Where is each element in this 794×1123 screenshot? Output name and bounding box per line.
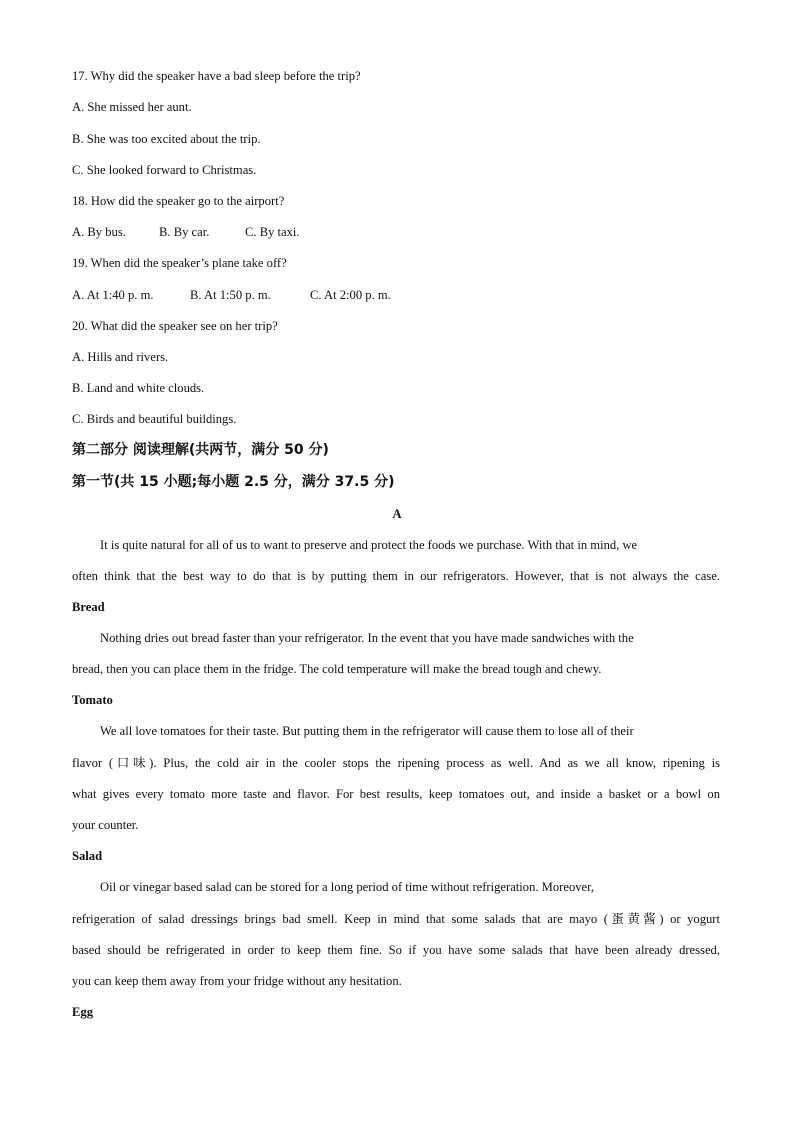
paragraph-line: It is quite natural for all of us to want to preserve and protect the foods we purchase. With that in mind, we [100, 538, 638, 552]
question-stem: 20. What did the speaker see on her trip? [72, 319, 278, 333]
option: A. She missed her aunt. [72, 100, 192, 114]
question-stem: 19. When did the speaker’s plane take off? [72, 256, 287, 270]
option: A. At 1:40 p. m. [72, 288, 154, 302]
option: C. By taxi. [245, 225, 300, 239]
option-row [72, 287, 391, 303]
section-heading: Egg [72, 1005, 93, 1019]
paragraph-line: often think that the best way to do that is by putting them in our refrigerators. However, that is not always the case. [72, 569, 720, 583]
question-stem: 18. How did the speaker go to the airport? [72, 194, 285, 208]
option: A. Hills and rivers. [72, 350, 169, 364]
section-heading: Bread [72, 600, 105, 614]
question-stem: 17. Why did the speaker have a bad sleep before the trip? [72, 69, 361, 83]
section-heading: Salad [72, 849, 103, 863]
part-title: 第二部分 阅读理解(共两节，满分 50 分) [72, 442, 329, 458]
section-heading: Tomato [72, 693, 113, 707]
option: A. By bus. [72, 225, 126, 239]
paragraph-line: what gives every tomato more taste and flavor. For best results, keep tomatoes out, and inside a basket or a bowl on [72, 787, 720, 801]
paragraph-line: bread, then you can place them in the fridge. The cold temperature will make the bread tough and chewy. [72, 662, 602, 676]
option: B. Land and white clouds. [72, 381, 205, 395]
section-title: 第一节(共 15 小题;每小题 2.5 分，满分 37.5 分) [72, 474, 395, 490]
paragraph-line: you can keep them away from your fridge without any hesitation. [72, 974, 402, 988]
option: C. Birds and beautiful buildings. [72, 412, 237, 426]
paragraph-line: your counter. [72, 818, 139, 832]
option: B. At 1:50 p. m. [190, 288, 271, 302]
passage-label: A [392, 507, 402, 521]
option: C. She looked forward to Christmas. [72, 163, 257, 177]
paragraph-line: refrigeration of salad dressings brings bad smell. Keep in mind that some salads that are mayo (蛋黄酱) or yogurt [72, 912, 720, 926]
option-row [72, 224, 300, 240]
paragraph-line: Nothing dries out bread faster than your refrigerator. In the event that you have made sandwiches with the [100, 631, 634, 645]
option: C. At 2:00 p. m. [310, 288, 391, 302]
paragraph-line: Oil or vinegar based salad can be stored for a long period of time without refrigeration. Moreover, [100, 880, 594, 894]
option: B. She was too excited about the trip. [72, 132, 261, 146]
paragraph-line: flavor (口味). Plus, the cold air in the cooler stops the ripening process as well. And as we all know, ripening is [72, 756, 720, 770]
paragraph-line: We all love tomatoes for their taste. But putting them in the refrigerator will cause them to lose all of their [100, 724, 634, 738]
paragraph-line: based should be refrigerated in order to keep them fine. So if you have some salads that have been already dressed, [72, 943, 720, 957]
option: B. By car. [159, 225, 210, 239]
